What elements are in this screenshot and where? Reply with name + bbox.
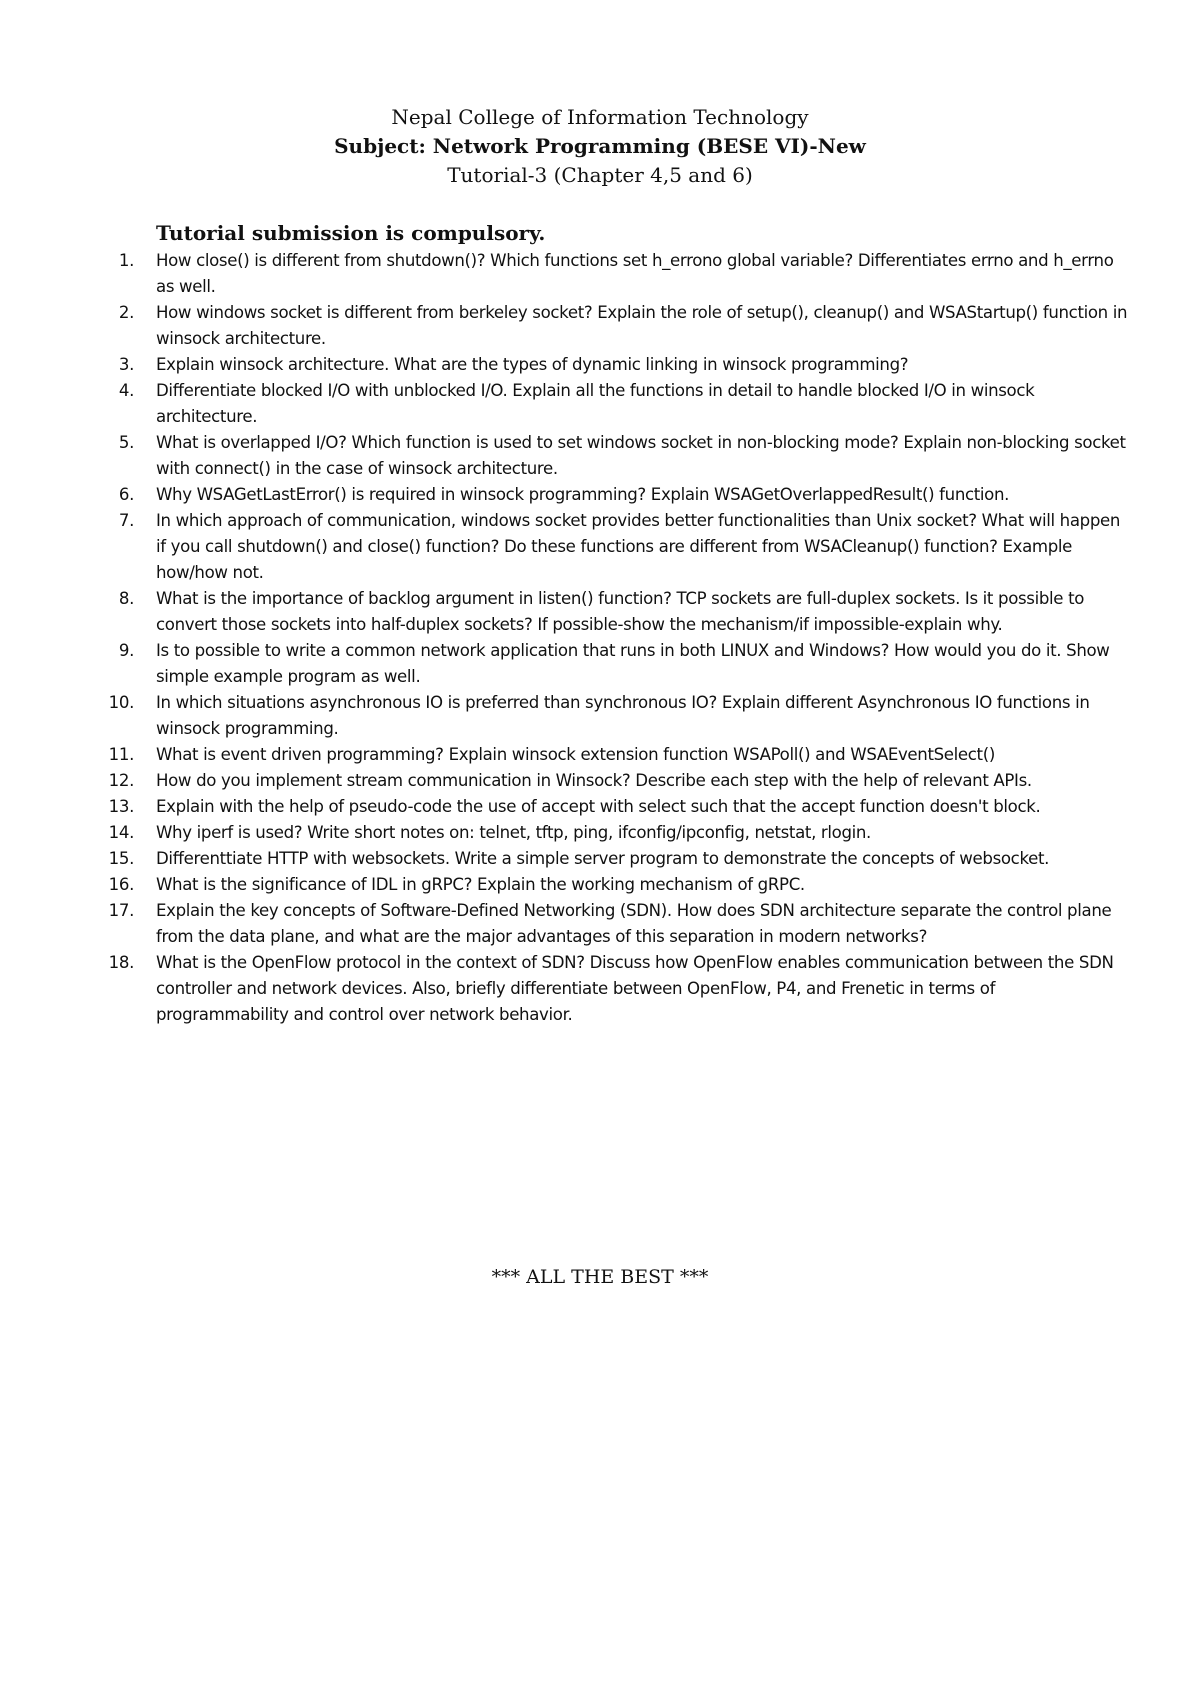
question-item — [0, 378, 1131, 430]
closing-message: *** ALL THE BEST *** — [491, 1266, 709, 1288]
question-item — [0, 872, 1131, 898]
question-item — [0, 742, 1131, 768]
question-number: 3. — [118, 355, 134, 374]
question-item — [0, 768, 1131, 794]
question-number: 18. — [108, 953, 134, 972]
subject-title: Subject: Network Programming (BESE VI)-New — [334, 134, 866, 158]
question-text: What is overlapped I/O? Which function is used to set windows socket in non-blocking mode? Explain non-blocking socket with connect() in the case of winsock architecture. — [156, 433, 1126, 478]
question-number: 10. — [108, 693, 134, 712]
question-number: 5. — [118, 433, 134, 452]
question-item — [0, 300, 1131, 352]
college-name: Nepal College of Information Technology — [391, 105, 809, 129]
tutorial-title: Tutorial-3 (Chapter 4,5 and 6) — [447, 163, 753, 187]
document-header — [0, 103, 1200, 190]
submission-notice: Tutorial submission is compulsory. — [156, 221, 546, 245]
question-item — [0, 950, 1131, 1028]
question-text: In which approach of communication, windows socket provides better functionalities than Unix socket? What will happen if you call shutdown() and close() function? Do these functions are different from WSACleanup() function? Example how/how not. — [156, 511, 1121, 582]
question-text: Differentiate blocked I/O with unblocked I/O. Explain all the functions in detail to handle blocked I/O in winsock architecture. — [156, 381, 1035, 426]
question-number: 13. — [108, 797, 134, 816]
question-item — [0, 352, 1131, 378]
question-text: How close() is different from shutdown()? Which functions set h_errono global variable? Differentiates errno and h_errno as well. — [156, 251, 1114, 296]
question-item — [0, 638, 1131, 690]
question-number: 9. — [118, 641, 134, 660]
question-number: 6. — [118, 485, 134, 504]
question-number: 1. — [118, 251, 134, 270]
question-number: 8. — [118, 589, 134, 608]
question-item — [0, 482, 1131, 508]
question-text: What is the significance of IDL in gRPC? Explain the working mechanism of gRPC. — [156, 875, 805, 894]
question-item — [0, 898, 1131, 950]
question-number: 11. — [108, 745, 134, 764]
question-text: Is to possible to write a common network application that runs in both LINUX and Windows? How would you do it. Show simple example program as well. — [156, 641, 1110, 686]
question-text: Explain with the help of pseudo-code the use of accept with select such that the accept function doesn't block. — [156, 797, 1041, 816]
question-list — [0, 248, 1200, 1028]
question-text: How windows socket is different from berkeley socket? Explain the role of setup(), cleanup() and WSAStartup() function in winsock architecture. — [156, 303, 1128, 348]
question-text: Why iperf is used? Write short notes on: telnet, tftp, ping, ifconfig/ipconfig, netstat, rlogin. — [156, 823, 871, 842]
question-item — [0, 586, 1131, 638]
question-item — [0, 820, 1131, 846]
question-item — [0, 690, 1131, 742]
question-text: Why WSAGetLastError() is required in winsock programming? Explain WSAGetOverlappedResult() function. — [156, 485, 1010, 504]
question-number: 16. — [108, 875, 134, 894]
question-number: 17. — [108, 901, 134, 920]
question-text: What is the OpenFlow protocol in the context of SDN? Discuss how OpenFlow enables communication between the SDN controller and network devices. Also, briefly differentiate between OpenFlow, P4, and Frenetic in terms of programmability and control over network behavior. — [156, 953, 1114, 1024]
question-text: In which situations asynchronous IO is preferred than synchronous IO? Explain different Asynchronous IO functions in winsock programming. — [156, 693, 1090, 738]
question-text: What is event driven programming? Explain winsock extension function WSAPoll() and WSAEventSelect() — [156, 745, 995, 764]
question-text: What is the importance of backlog argument in listen() function? TCP sockets are full-duplex sockets. Is it possible to convert those sockets into half-duplex sockets? If possible-show the mechanism/if impossible-explain why. — [156, 589, 1085, 634]
question-item — [0, 794, 1131, 820]
question-number: 2. — [118, 303, 134, 322]
question-number: 4. — [118, 381, 134, 400]
question-item — [0, 508, 1131, 586]
question-item — [0, 846, 1131, 872]
question-text: Explain the key concepts of Software-Defined Networking (SDN). How does SDN architecture separate the control plane from the data plane, and what are the major advantages of this separation in modern networks? — [156, 901, 1112, 946]
question-number: 15. — [108, 849, 134, 868]
question-item — [0, 430, 1131, 482]
question-number: 7. — [118, 511, 134, 530]
question-text: Differenttiate HTTP with websockets. Write a simple server program to demonstrate the concepts of websocket. — [156, 849, 1050, 868]
question-text: How do you implement stream communication in Winsock? Describe each step with the help of relevant APIs. — [156, 771, 1032, 790]
question-number: 12. — [108, 771, 134, 790]
question-item — [0, 248, 1131, 300]
question-text: Explain winsock architecture. What are the types of dynamic linking in winsock programming? — [156, 355, 909, 374]
question-number: 14. — [108, 823, 134, 842]
